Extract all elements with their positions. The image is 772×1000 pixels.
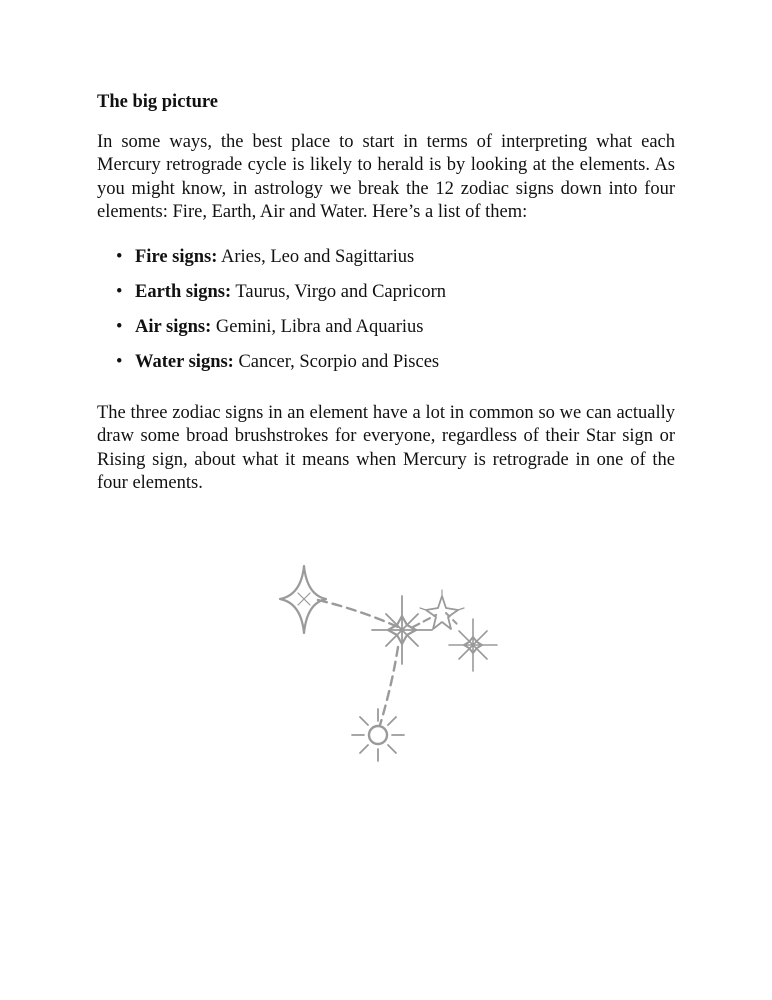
- closing-paragraph: The three zodiac signs in an element have a lot in common so we can actually draw some broad brushstrokes for everyone, regardless of their Star sign or Rising sign, about what it means when Mercury is retrograde in one of the four elements.: [97, 403, 675, 493]
- list-item-air: [97, 315, 657, 350]
- bullet-icon: •: [116, 282, 123, 302]
- bullet-icon: •: [116, 247, 123, 267]
- element-term: Air signs:: [135, 317, 212, 337]
- elements-list: [97, 245, 657, 385]
- element-term: Fire signs:: [135, 247, 218, 267]
- element-term: Water signs:: [135, 352, 234, 372]
- star-lower: [352, 709, 404, 761]
- element-term: Earth signs:: [135, 282, 232, 302]
- list-item-fire: [97, 245, 657, 280]
- list-item-earth: [97, 280, 657, 315]
- bullet-icon: •: [116, 352, 123, 372]
- list-item-water: [97, 350, 657, 385]
- star-right: [449, 619, 497, 671]
- star-center: [372, 596, 432, 664]
- intro-paragraph: In some ways, the best place to start in terms of interpreting what each Mercury retrograde cycle is likely to herald is by looking at the elements. As you might know, in astrology we break the 12 zodiac signs down into four elements: Fire, Earth, Air and Water. Here’s a list of them:: [97, 132, 675, 222]
- connector-line: [380, 647, 398, 725]
- constellation-icon: [270, 555, 510, 770]
- element-signs: Aries, Leo and Sagittarius: [217, 247, 415, 267]
- element-signs: Gemini, Libra and Aquarius: [211, 317, 424, 337]
- bullet-icon: •: [116, 317, 123, 337]
- element-signs: Cancer, Scorpio and Pisces: [233, 352, 440, 372]
- section-heading: The big picture: [97, 92, 218, 112]
- element-signs: Taurus, Virgo and Capricorn: [231, 282, 447, 302]
